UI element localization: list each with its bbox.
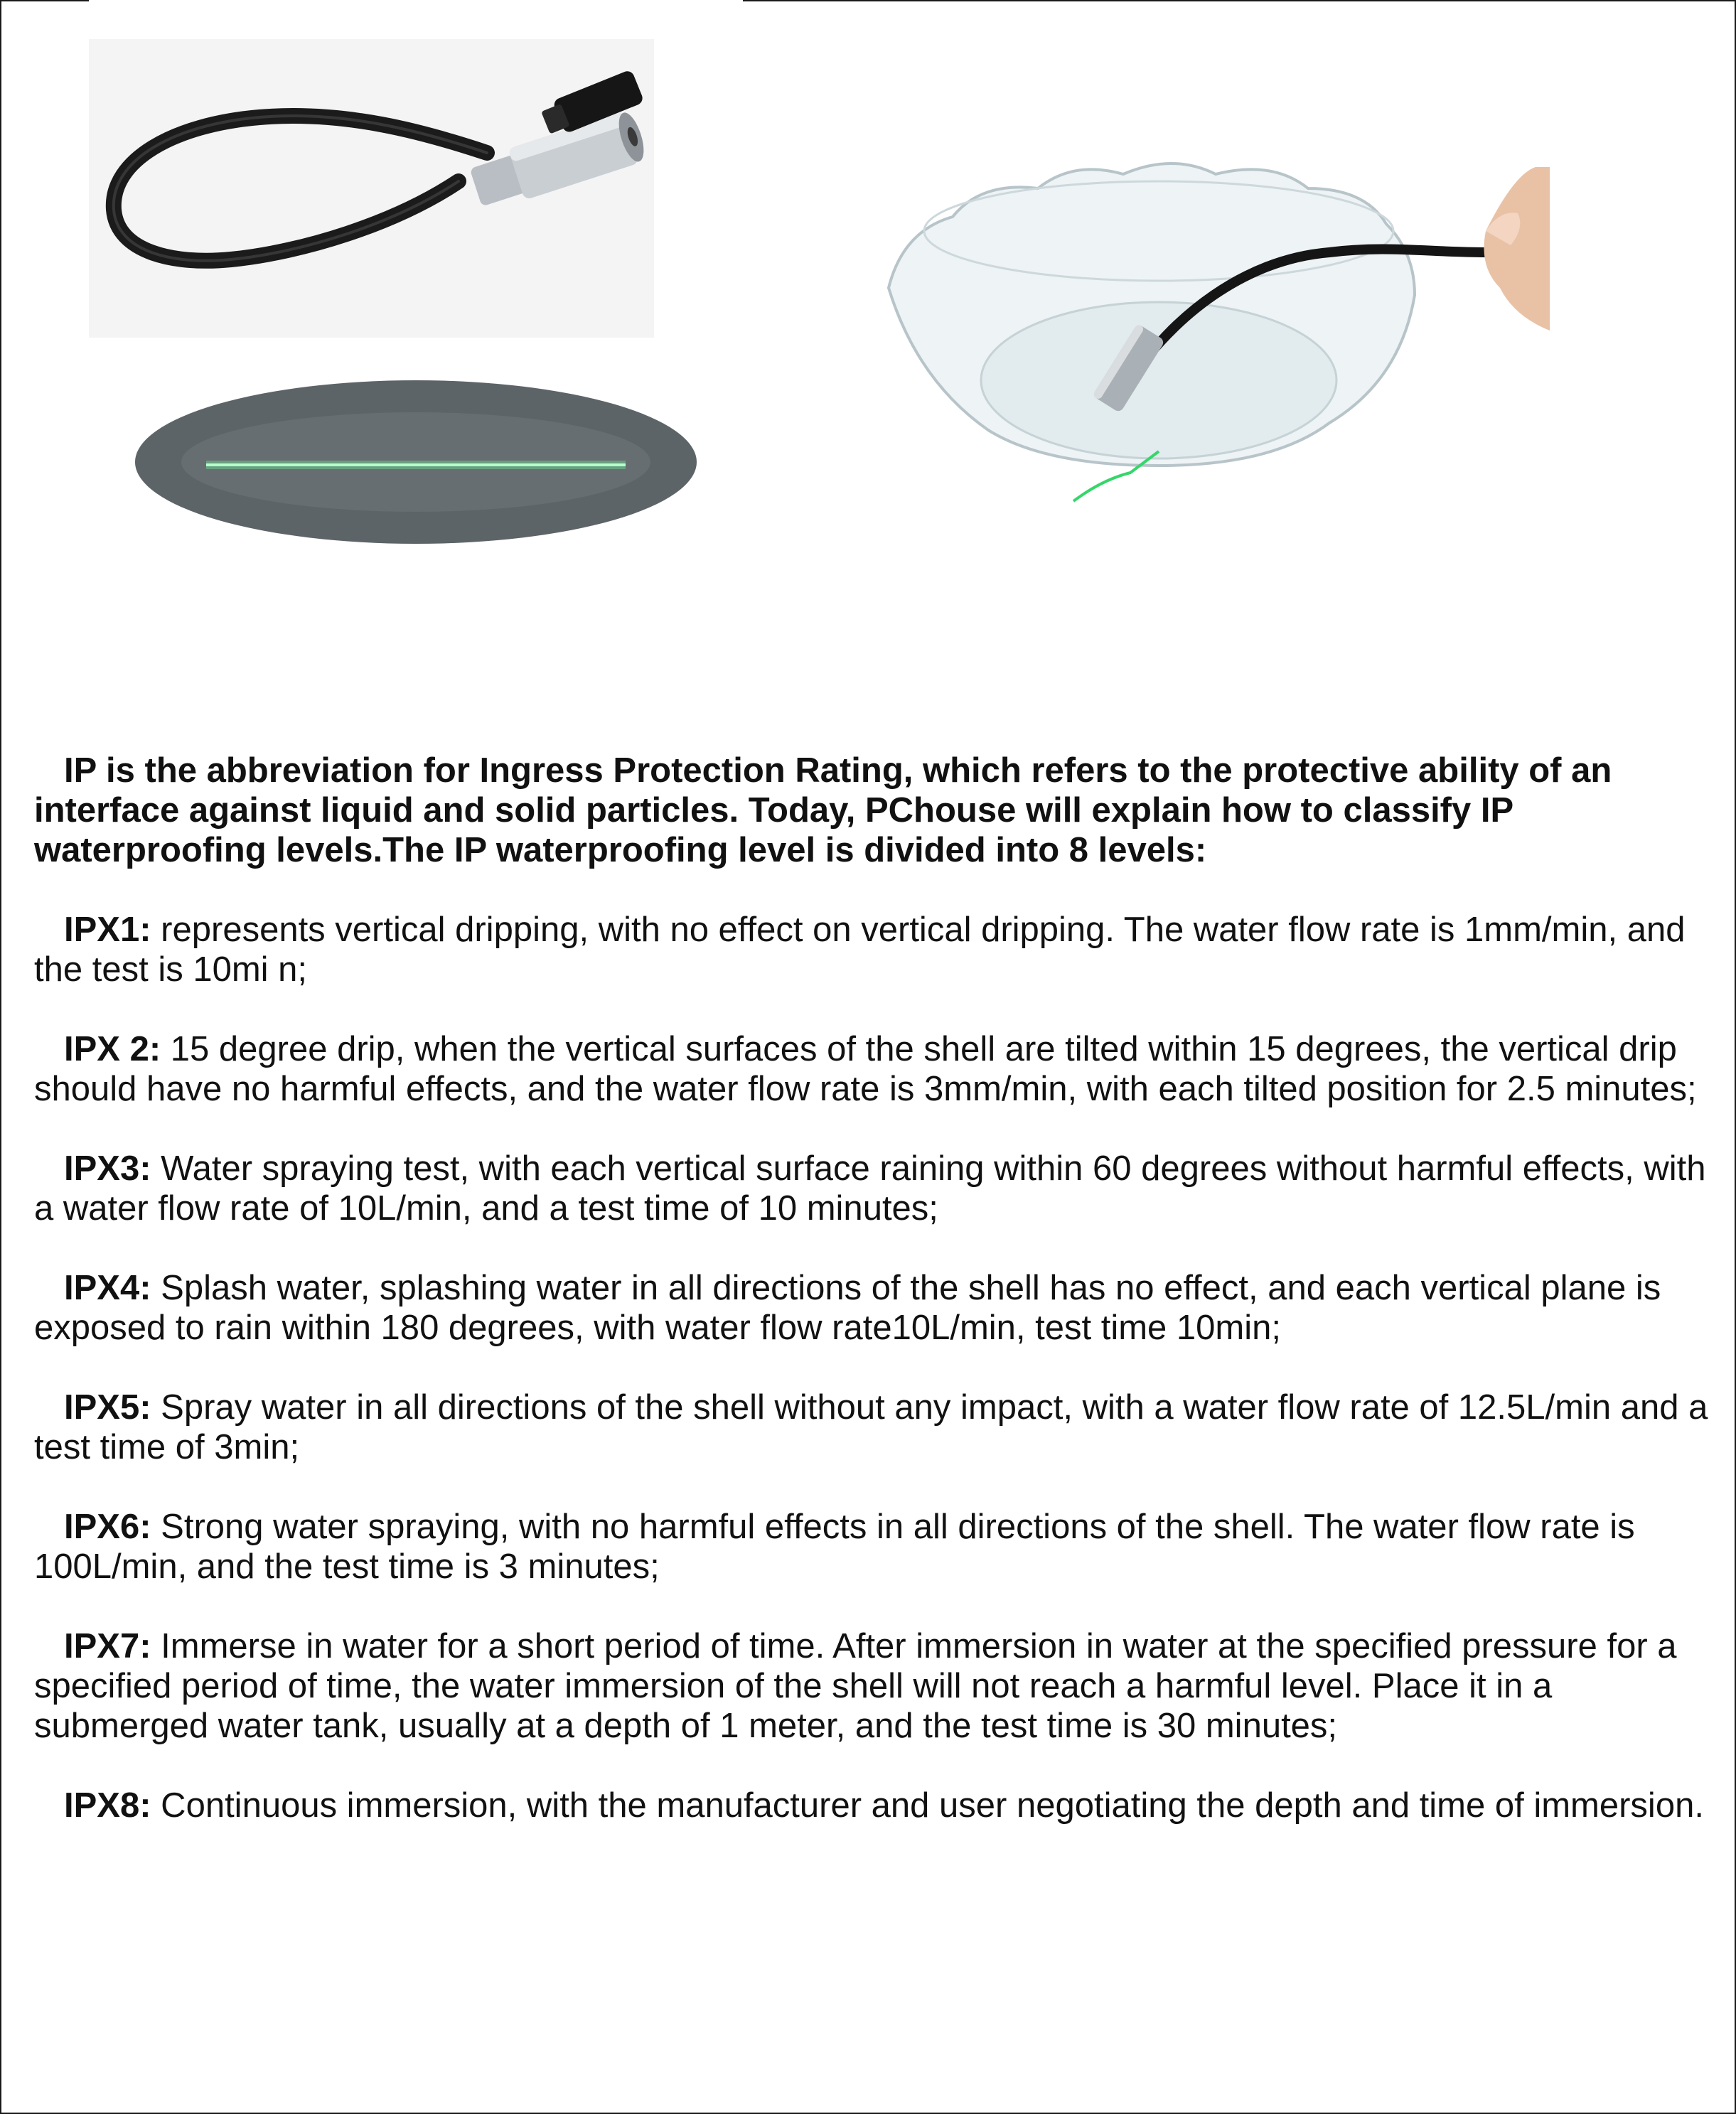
laser-line-illustration	[135, 377, 697, 547]
level-description: Immerse in water for a short period of time. After immersion in water at the specified pressure for a specified period of time, the water immersion of the shell will not reach a harmful level. Place it in a submerged water tank, usually at a depth of 1 meter, and the test time is 30 minutes;	[34, 1627, 1677, 1745]
intro-paragraph: IP is the abbreviation for Ingress Protection Rating, which refers to the protective ability of an interface against liquid and solid particles. Today, PChouse will explain how to classify IP waterproofing levels.The IP waterproofing level is divided into 8 levels:	[34, 751, 1612, 869]
cable-laser-illustration	[89, 39, 654, 338]
level-code: IPX3:	[64, 1149, 151, 1188]
level-item-ipx5	[34, 1388, 1733, 1467]
level-item-ipx2	[34, 1029, 1733, 1109]
level-item-ipx7	[34, 1626, 1733, 1746]
level-code: IPX6:	[64, 1508, 151, 1546]
water-test-illustration	[874, 146, 1550, 586]
level-code: IPX1:	[64, 911, 151, 949]
level-description: 15 degree drip, when the vertical surfaces of the shell are tilted within 15 degrees, the vertical drip should have no harmful effects, and the water flow rate is 3mm/min, with each tilted position for 2.5 minutes;	[34, 1030, 1697, 1108]
level-code: IPX 2:	[64, 1030, 161, 1068]
level-item-ipx8	[34, 1786, 1733, 1825]
frame-gap	[89, 0, 743, 3]
level-description: Water spraying test, with each vertical surface raining within 60 degrees without harmful effects, with a water flow rate of 10L/min, and a test time of 10 minutes;	[34, 1149, 1706, 1228]
water-test-photo	[874, 146, 1550, 586]
level-item-ipx3	[34, 1149, 1733, 1228]
level-code: IPX7:	[64, 1627, 151, 1665]
level-description: Strong water spraying, with no harmful effects in all directions of the shell. The water flow rate is 100L/min, and the test time is 3 minutes;	[34, 1508, 1635, 1586]
level-description: Splash water, splashing water in all directions of the shell has no effect, and each vertical plane is exposed to rain within 180 degrees, with water flow rate10L/min, test time 10min;	[34, 1269, 1661, 1347]
level-item-ipx6	[34, 1507, 1733, 1587]
level-item-ipx4	[34, 1268, 1733, 1348]
level-description: represents vertical dripping, with no effect on vertical dripping. The water flow rate is 1mm/min, and the test is 10mi n;	[34, 911, 1686, 989]
level-code: IPX8:	[64, 1786, 151, 1825]
level-code: IPX5:	[64, 1388, 151, 1427]
level-item-ipx1	[34, 910, 1733, 989]
level-description: Continuous immersion, with the manufacturer and user negotiating the depth and time of immersion.	[151, 1786, 1704, 1825]
cable-laser-photo	[89, 39, 654, 338]
level-description: Spray water in all directions of the shell without any impact, with a water flow rate of 12.5L/min and a test time of 3min;	[34, 1388, 1708, 1466]
laser-line-photo	[135, 377, 697, 547]
article-body	[34, 751, 1733, 1865]
level-code: IPX4:	[64, 1269, 151, 1307]
